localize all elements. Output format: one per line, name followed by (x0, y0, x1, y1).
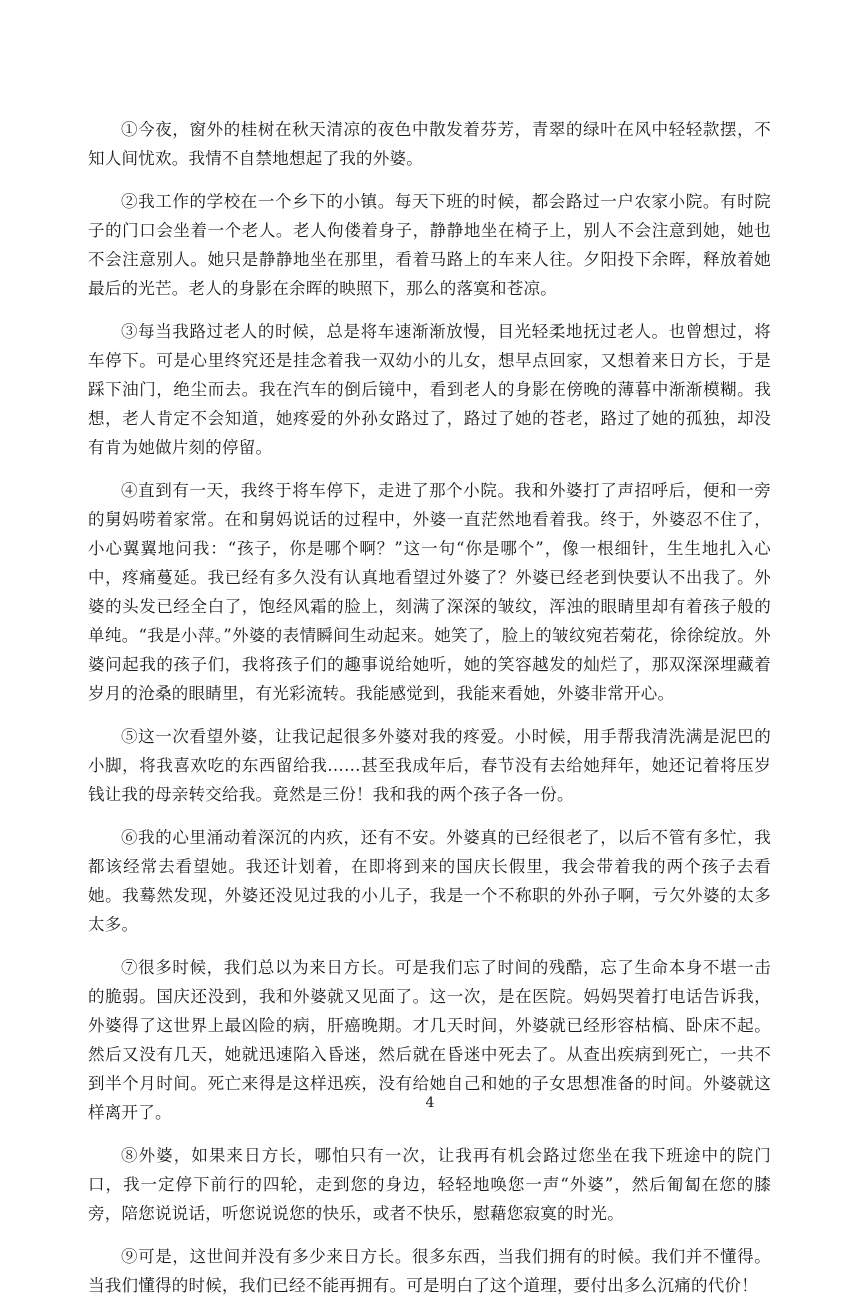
paragraph-1: ①今夜，窗外的桂树在秋天清凉的夜色中散发着芬芳，青翠的绿叶在风中轻轻款摆，不知人间忧欢。我情不自禁地想起了我的外婆。 (88, 120, 771, 168)
paragraph-7: ⑦很多时候，我们总以为来日方长。可是我们忘了时间的残酷，忘了生命本身不堪一击的脆弱。国庆还没到，我和外婆就又见面了。这一次，是在医院。妈妈哭着打电话告诉我，外婆得了这世界上最凶险的病，肝癌晚期。才几天时间，外婆就已经形容枯槁、卧床不起。然后又没有几天，她就迅速陷入昏迷，然后就在昏迷中死去了。从查出疾病到死亡，一共不到半个月时间。死亡来得是这样迅疾，没有给她自己和她的子女思想准备的时间。外婆就这样离开了。 (88, 958, 771, 1122)
paragraph-6: ⑥我的心里涌动着深沉的内疚，还有不安。外婆真的已经很老了，以后不管有多忙，我都该经常去看望她。我还计划着，在即将到来的国庆长假里，我会带着我的两个孩子去看她。我蓦然发现，外婆还没见过我的小儿子，我是一个不称职的外孙子啊，亏欠外婆的太多太多。 (88, 828, 771, 934)
paragraph-5: ⑤这一次看望外婆，让我记起很多外婆对我的疼爱。小时候，用手帮我清洗满是泥巴的小脚，将我喜欢吃的东西留给我……甚至我成年后，春节没有去给她拜年，她还记着将压岁钱让我的母亲转交给我。竟然是三份！我和我的两个孩子各一份。 (88, 727, 771, 804)
paragraph-4: ④直到有一天，我终于将车停下，走进了那个小院。我和外婆打了声招呼后，便和一旁的舅妈唠着家常。在和舅妈说话的过程中，外婆一直茫然地看着我。终于，外婆忍不住了，小心翼翼地问我：“孩子，你是哪个啊？”这一句“你是哪个”，像一根细针，生生地扎入心中，疼痛蔓延。我已经有多久没有认真地看望过外婆了？外婆已经老到快要认不出我了。外婆的头发已经全白了，饱经风霜的脸上，刻满了深深的皱纹，浑浊的眼睛里却有着孩子般的单纯。“我是小萍。”外婆的表情瞬间生动起来。她笑了，脸上的皱纹宛若菊花，徐徐绽放。外婆问起我的孩子们，我将孩子们的趣事说给她听，她的笑容越发的灿烂了，那双深深埋藏着岁月的沧桑的眼睛里，有光彩流转。我能感觉到，我能来看她，外婆非常开心。 (88, 481, 771, 703)
paragraph-8: ⑧外婆，如果来日方长，哪怕只有一次，让我再有机会路过您坐在我下班途中的院门口，我一定停下前行的四轮，走到您的身边，轻轻地唤您一声“外婆”，然后匍匐在您的膝旁，陪您说说话，听您说说您的快乐，或者不快乐，慰藉您寂寞的时光。 (88, 1146, 771, 1223)
article-body (88, 115, 771, 1314)
paragraph-2: ②我工作的学校在一个乡下的小镇。每天下班的时候，都会路过一户农家小院。有时院子的门口会坐着一个老人。老人佝偻着身子，静静地坐在椅子上，别人不会注意到她，她也不会注意别人。她只是静静地坐在那里，看着马路上的车来人往。夕阳投下余晖，释放着她最后的光芒。老人的身影在余晖的映照下，那么的落寞和苍凉。 (88, 192, 771, 298)
paragraph-3: ③每当我路过老人的时候，总是将车速渐渐放慢，目光轻柔地抚过老人。也曾想过，将车停下。可是心里终究还是挂念着我一双幼小的儿女，想早点回家，又想着来日方长，于是踩下油门，绝尘而去。我在汽车的倒后镜中，看到老人的身影在傍晚的薄暮中渐渐模糊。我想，老人肯定不会知道，她疼爱的外孙女路过了，路过了她的苍老，路过了她的孤独，却没有肯为她做片刻的停留。 (88, 322, 771, 457)
paragraph-9: ⑨可是，这世间并没有多少来日方长。很多东西，当我们拥有的时候。我们并不懂得。当我们懂得的时候，我们已经不能再拥有。可是明白了这个道理，要付出多么沉痛的代价！ (88, 1247, 771, 1295)
page-number: 4 (425, 1095, 435, 1111)
